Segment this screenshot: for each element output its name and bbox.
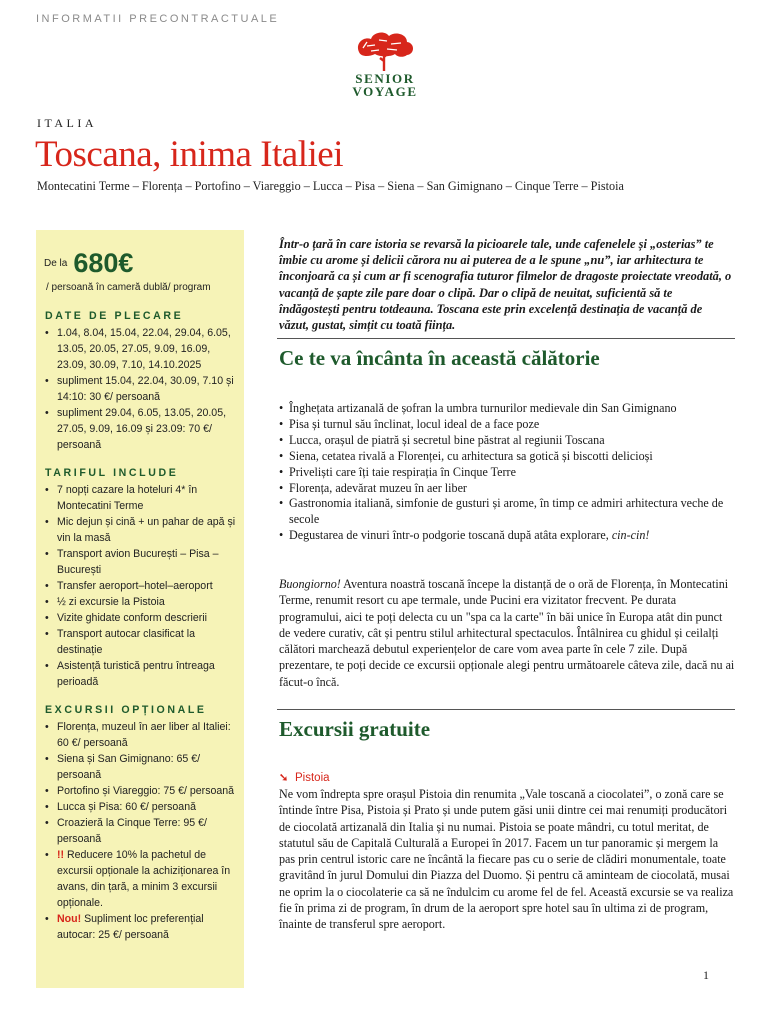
discount-text: Reducere 10% la pachetul de excursii opționale la achiziționarea în avans, din țară, a minim 3 excursii opționale. [57,849,231,909]
pistoia-subheading [279,771,330,784]
list-item [279,528,735,544]
logo-line-1: SENIOR [355,71,415,86]
includes-list [44,482,237,690]
departures-heading: DATE DE PLECARE [45,310,184,322]
discount-item [44,847,237,911]
list-item: • 7 nopți cazare la hoteluri 4* în Montecatini Terme [44,482,237,514]
list-item: • Mic dejun și cină + un pahar de apă și vin la masă [44,514,237,546]
list-item: • Siena și San Gimignano: 65 €/ persoană [44,751,237,783]
list-item: • Florența, muzeul în aer liber al Italiei: 60 €/ persoană [44,719,237,751]
list-item: • 1.04, 8.04, 15.04, 22.04, 29.04, 6.05, 13.05, 20.05, 27.05, 9.09, 16.09, 23.09, 30.09, 7.10, 14.10.2025 [44,325,237,373]
departures-list [44,325,237,453]
tree-logo-icon [353,30,417,72]
country-label: ITALIA [37,116,98,130]
page-number: 1 [703,968,709,982]
pistoia-title: Pistoia [295,771,330,784]
list-item: • Lucca și Pisa: 60 €/ persoană [44,799,237,815]
highlights-heading [279,346,735,371]
trip-info-sidebar [36,230,244,988]
list-item: • Siena, cetatea rivală a Florenței, cu arhitectura sa gotică și biscotti delicioși [279,449,735,465]
price-note: / persoană în cameră dublă/ program [46,282,211,293]
story-greeting: Buongiorno! [279,577,341,591]
list-item: • supliment 29.04, 6.05, 13.05, 20.05, 27.05, 9.09, 16.09 și 23.09: 70 €/ persoană [44,405,237,453]
senior-voyage-logo [340,30,430,98]
discount-mark: !! [57,849,65,861]
list-item: • Înghețata artizanală de șofran la umbra turnurilor medievale din San Gimignano [279,401,735,417]
price-row [44,244,237,278]
pistoia-paragraph: Ne vom îndrepta spre orașul Pistoia din renumita „Vale toscană a ciocolatei”, o zonă care se întinde între Pisa, Pistoia și Prato și unde putem găsi unii dintre cei mai renumiți producători de ciocolată artizanală din Italia și nu numai. Pistoia se poate mândri, cu totul meritat, de statutul său de Capitală Culturală a Europei în 2017. Facem un tur panoramic și mergem la pas prin centrul istoric care ne încântă la fiecare pas cu o serie de clădiri monumentale, toate gravitând în jurul Domului din Piazza del Duomo. Și pentru că aminteam de ciocolată, musai ne oprim la o ciocolaterie ca să ne îndulcim cu arome fel de fel. Această excursie se va realiza fie în prima zi de program, în drum de la aeroport spre hotel sau în ultima zi de program, înainte de transferul spre aeroport. [279,787,734,932]
list-item: • Priveliști care îți taie respirația în Cinque Terre [279,465,735,481]
optional-excursions-list [44,719,237,943]
list-item: • Transport avion București – Pisa – București [44,546,237,578]
list-item: • Transfer aeroport–hotel–aeroport [44,578,237,594]
list-item: • Croazieră la Cinque Terre: 95 €/ persoană [44,815,237,847]
highlights-heading-text: Ce te va încânta în această călătorie [279,346,600,370]
includes-heading: TARIFUL INCLUDE [45,467,179,479]
list-item: • Gastronomia italiană, simfonie de gusturi și arome, în timp ce admiri arhitectura veche de secole [279,496,735,528]
optional-excursions-heading: EXCURSII OPȚIONALE [45,704,207,716]
new-text: Supliment loc preferențial autocar: 25 €/ persoană [57,913,204,941]
section-divider [277,709,735,710]
highlights-list [279,401,735,544]
free-excursions-heading-text: Excursii gratuite [279,717,431,741]
highlight-text: Degustarea de vinuri într-o podgorie toscană după atâta explorare, [289,528,612,543]
list-item: • Portofino și Viareggio: 75 €/ persoană [44,783,237,799]
route-line: Montecatini Terme – Florența – Portofino – Viareggio – Lucca – Pisa – Siena – San Gimignano – Cinque Terre – Pistoia [37,179,624,193]
story-text: Aventura noastră toscană începe la distanță de o oră de Florența, în Montecatini Terme, renumit resort cu ape termale, unde Pucini era vizitator frecvent. Pe durata programului, aici te poți delecta cu un "spa ca la carte" în băi unice în Europa atât din punct de vedere curativ, cât și pentru stilul arhitectural spectaculos. Întâlnirea cu ghidul și ceilalți călători marchează debutul experiențelor de care vom avea parte în cele 7 zile. După prezentare, te poți decide ce excursii opționale alegi pentru următoarele câteva zile, dacă nu ai făcut-o încă. [279,577,735,689]
section-divider [277,338,735,339]
list-item: • Pisa și turnul său înclinat, locul ideal de a face poze [279,417,735,433]
price-from-label: De la [44,258,68,269]
document-category-label: INFORMATII PRECONTRACTUALE [36,13,280,25]
free-excursions-heading [279,717,735,742]
list-item: • supliment 15.04, 22.04, 30.09, 7.10 și 14:10: 30 €/ persoană [44,373,237,405]
logo-line-2: VOYAGE [352,84,418,99]
list-item: • ½ zi excursie la Pistoia [44,594,237,610]
list-item: • Transport autocar clasificat la destinație [44,626,237,658]
story-paragraph [279,576,735,690]
new-mark: Nou! [57,913,82,925]
page-title: Toscana, inima Italiei [35,134,343,175]
arrow-down-right-icon: ➘ [279,772,289,784]
highlight-em: cin-cin! [611,528,650,543]
intro-paragraph: Într-o țară în care istoria se revarsă la picioarele tale, unde cafenelele și „osterias” te îmbie cu arome și delicii cărora nu ai puterea de a le spune „nu”, iar arhitectura te înconjoară ca și cum ar fi scenografia tuturor filmelor de dragoste proiectate vreodată, o vacanță de șapte zile pare doar o clipă. Dar o clipă de neuitat, suficientă să te îndăgostești pentru totdeauna. Toscana este prin excelență destinația de vacanță de văzut, gustat, simțit cu toată ființa. [279,237,732,333]
list-item: • Vizite ghidate conform descrierii [44,610,237,626]
list-item: • Asistență turistică pentru întreaga perioadă [44,658,237,690]
new-item [44,911,237,943]
list-item: • Lucca, orașul de piatră și secretul bine păstrat al regiunii Toscana [279,433,735,449]
list-item: • Florența, adevărat muzeu în aer liber [279,481,735,497]
price-value: 680€ [73,248,134,278]
